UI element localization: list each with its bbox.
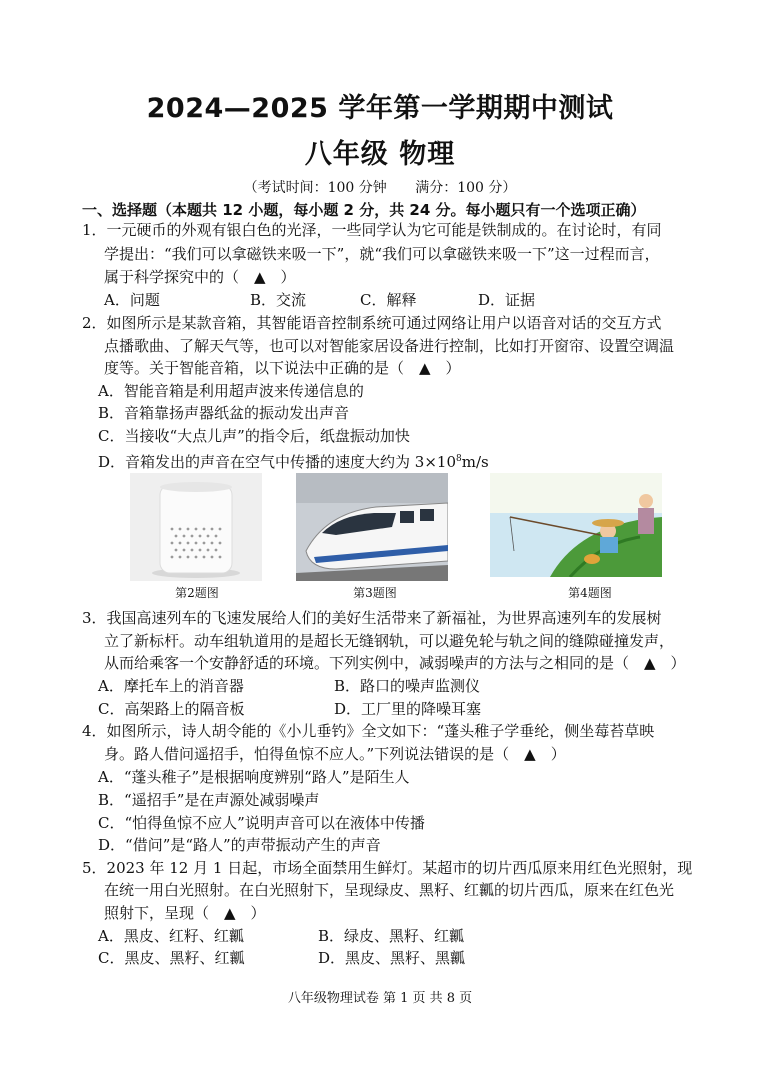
page-footer: 八年级物理试卷 第 1 页 共 8 页 — [287, 991, 473, 1006]
figure-3-caption: 第3题图 — [353, 586, 397, 600]
q2-option-b: B．音箱靠扬声器纸盆的振动发出声音 — [98, 404, 350, 422]
figure-2-caption: 第2题图 — [175, 586, 219, 600]
q1-line1: 1．一元硬币的外观有银白色的光泽，一些同学认为它可能是铁制成的。在讨论时，有同 — [82, 221, 662, 239]
q4-line2: 身。路人借问遥招手，怕得鱼惊不应人。”下列说法错误的是（ ▲ ） — [104, 745, 566, 763]
child-fishing-image — [490, 473, 662, 577]
q5-line2: 在统一用白光照射。在白光照射下，呈现绿皮、黑籽、红瓤的切片西瓜，原来在红色光 — [104, 881, 675, 899]
q2-option-d — [98, 449, 489, 472]
q3-line1: 3．我国高速列车的飞速发展给人们的美好生活带来了新福祉，为世界高速列车的发展树 — [82, 609, 662, 627]
q5-option-a: A．黑皮、红籽、红瓤 — [98, 927, 244, 945]
q2-line3: 度等。关于智能音箱，以下说法中正确的是（ ▲ ） — [104, 359, 461, 377]
q3-option-a: A．摩托车上的消音器 — [98, 677, 244, 695]
q2-option-d-exponent: 8 — [456, 454, 462, 464]
q4-option-d: D．“借问”是“路人”的声带振动产生的声音 — [98, 836, 381, 854]
q1-line3: 属于科学探究中的（ ▲ ） — [104, 268, 296, 286]
q1-option-a: A．问题 — [104, 291, 160, 309]
exam-time: （考试时间：100 分钟 — [243, 180, 387, 196]
q3-option-d: D．工厂里的降噪耳塞 — [334, 700, 482, 718]
q5-line1: 5．2023 年 12 月 1 日起，市场全面禁用生鲜灯。某超市的切片西瓜原来用红色光照射，现 — [82, 859, 693, 877]
q4-option-c: C．“怕得鱼惊不应人”说明声音可以在液体中传播 — [98, 814, 425, 832]
q1-line2: 学提出：“我们可以拿磁铁来吸一下”，就“我们可以拿磁铁来吸一下”这一过程而言， — [104, 245, 660, 263]
q4-option-b: B．“遥招手”是在声源处减弱噪声 — [98, 791, 320, 809]
q2-option-c: C．当接收“大点儿声”的指令后，纸盘振动加快 — [98, 427, 410, 445]
q3-line3: 从而给乘客一个安静舒适的环境。下列实例中，减弱噪声的方法与之相同的是（ ▲ ） — [104, 654, 686, 672]
q5-line3: 照射下，呈现（ ▲ ） — [104, 904, 266, 922]
smart-speaker-image — [130, 473, 262, 581]
q5-option-b: B．绿皮、黑籽、红瓤 — [318, 927, 465, 945]
exam-subject: 八年级 物理 — [304, 139, 456, 170]
q4-option-a: A．“蓬头稚子”是根据响度辨别“路人”是陌生人 — [98, 768, 410, 786]
q1-option-c: C．解释 — [360, 291, 417, 309]
figure-4-caption: 第4题图 — [568, 586, 612, 600]
q2-line1: 2．如图所示是某款音箱，其智能语音控制系统可通过网络让用户以语音对话的交互方式 — [82, 314, 662, 332]
q2-option-d-text: D．音箱发出的声音在空气中传播的速度大约为 3×10 — [98, 453, 456, 471]
q2-option-a: A．智能音箱是利用超声波来传递信息的 — [98, 382, 364, 400]
q5-option-d: D．黑皮、黑籽、黑瓤 — [318, 949, 466, 967]
exam-title: 2024—2025 学年第一学期期中测试 — [146, 93, 614, 124]
q4-line1: 4．如图所示，诗人胡令能的《小儿垂钓》全文如下：“蓬头稚子学垂纶，侧坐莓苔草映 — [82, 722, 655, 740]
exam-info — [0, 177, 760, 197]
q2-option-d-unit: m/s — [461, 453, 489, 471]
q1-option-b: B．交流 — [250, 291, 307, 309]
q3-option-c: C．高架路上的隔音板 — [98, 700, 245, 718]
exam-score: 满分：100 分） — [415, 180, 517, 196]
q1-option-d: D．证据 — [478, 291, 536, 309]
q5-option-c: C．黑皮、黑籽、红瓤 — [98, 949, 245, 967]
high-speed-train-image — [296, 473, 448, 581]
q3-option-b: B．路口的噪声监测仪 — [334, 677, 481, 695]
q2-line2: 点播歌曲、了解天气等，也可以对智能家居设备进行控制，比如打开窗帘、设置空调温 — [104, 337, 675, 355]
section-heading: 一、选择题（本题共 12 小题，每小题 2 分，共 24 分。每小题只有一个选项正确） — [82, 201, 646, 219]
q3-line2: 立了新标杆。动车组轨道用的是超长无缝钢轨，可以避免轮与轨之间的缝隙碰撞发声， — [104, 632, 675, 650]
